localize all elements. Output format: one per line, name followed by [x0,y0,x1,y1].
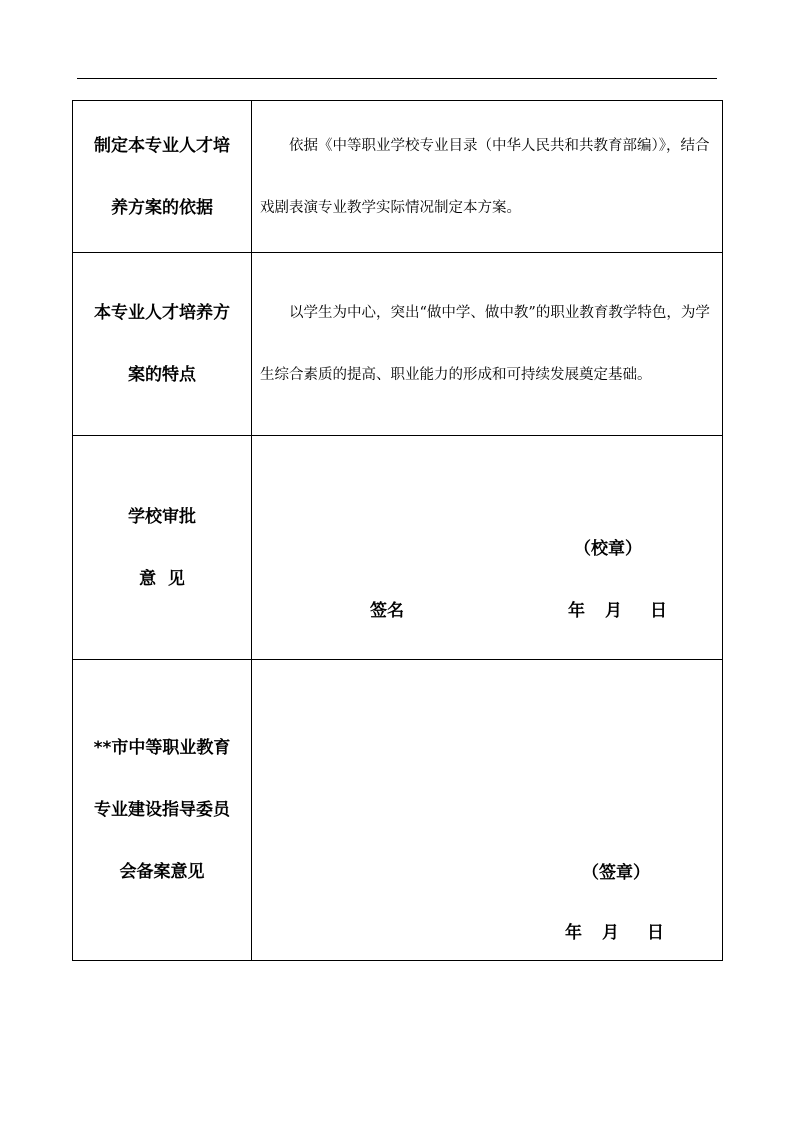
month-label: 月 [602,923,619,943]
label-line: 专业建设指导委员 [94,800,230,820]
label-school-approval [73,436,252,660]
label-line: 养方案的依据 [111,197,213,218]
approval-date [568,596,667,621]
year-label: 年 [565,923,582,943]
program-approval-form [72,100,723,961]
label-committee-filing [73,660,252,961]
label-line: 意 见 [139,568,185,589]
content-basis [252,101,723,253]
table-row [73,101,723,253]
content-features [252,253,723,436]
content-committee-filing [252,660,723,961]
filing-date [565,918,664,943]
label-line: 本专业人才培养方 [94,303,230,323]
year-label: 年 [568,601,585,621]
label-line: 学校审批 [128,506,196,527]
day-label: 日 [650,601,667,621]
label-features [73,253,252,436]
committee-seal: （签章） [582,863,650,883]
school-seal: （校章） [574,539,642,559]
features-text: 以学生为中心，突出“做中学、做中教”的职业教育教学特色，为学生综合素质的提高、职业能力的形成和可持续发展奠定基础。 [260,305,710,383]
day-label: 日 [647,923,664,943]
month-label: 月 [605,601,622,621]
content-school-approval [252,436,723,660]
label-line: **市中等职业教育 [93,738,231,758]
basis-text: 依据《中等职业学校专业目录（中华人民共和共教育部编）》，结合戏剧表演专业教学实际情况制定本方案。 [260,137,710,216]
label-basis [73,101,252,253]
table-row [73,436,723,660]
table-row [73,660,723,961]
label-line: 案的特点 [128,365,196,385]
label-line: 制定本专业人才培 [94,135,230,156]
label-line: 会备案意见 [119,862,205,882]
signature-label: 签名 [370,601,404,621]
header-rule [77,78,717,79]
table-row [73,253,723,436]
